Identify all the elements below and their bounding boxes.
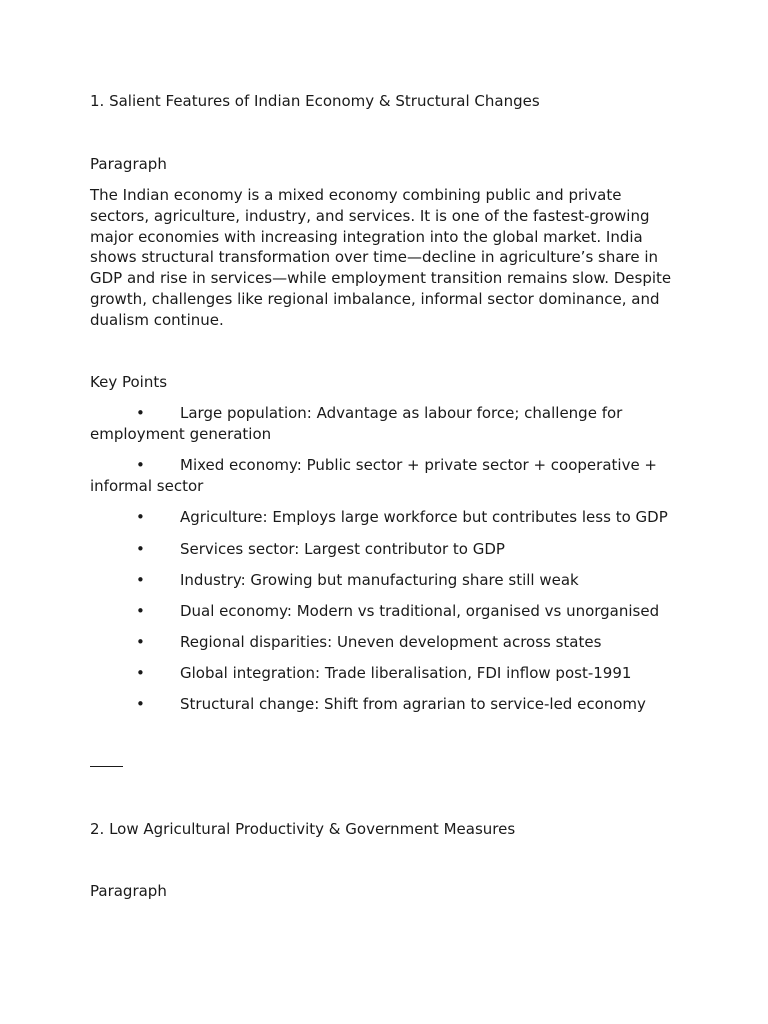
key-point-text: Regional disparities: Uneven development across states [180, 633, 602, 651]
key-point-item [90, 663, 680, 684]
key-point-item [90, 507, 680, 528]
bullet-marker: • [136, 508, 145, 526]
bullet-marker: • [136, 695, 145, 713]
bullet-marker: • [136, 456, 145, 474]
section-1-heading: 1. Salient Features of Indian Economy & Structural Changes [90, 92, 540, 110]
key-point-item [90, 570, 680, 591]
key-point-item [90, 694, 680, 715]
key-point-text: Mixed economy: Public sector + private sector + cooperative + informal sector [90, 456, 658, 495]
key-point-text: Global integration: Trade liberalisation, FDI inflow post-1991 [180, 664, 632, 682]
section-1-paragraph-label: Paragraph [90, 155, 167, 173]
bullet-marker: • [136, 571, 145, 589]
section-2-heading: 2. Low Agricultural Productivity & Government Measures [90, 820, 516, 838]
bullet-marker: • [136, 664, 145, 682]
section-1-paragraph: The Indian economy is a mixed economy combining public and private sectors, agriculture, industry, and services. It is one of the fastest-growing major economies with increasing integration into the global market. India shows structural transformation over time—decline in agriculture’s share in GDP and rise in services—while employment transition remains slow. Despite growth, challenges like regional imbalance, informal sector dominance, and dualism continue. [90, 186, 672, 329]
key-point-item [90, 632, 680, 653]
key-points-label: Key Points [90, 373, 168, 391]
key-point-text: Dual economy: Modern vs traditional, organised vs unorganised [180, 602, 660, 620]
bullet-marker: • [136, 540, 145, 558]
key-point-item [90, 539, 680, 560]
key-point-item [90, 455, 680, 497]
key-point-text: Services sector: Largest contributor to GDP [180, 540, 505, 558]
section-2-paragraph-label: Paragraph [90, 882, 167, 900]
bullet-marker: • [136, 602, 145, 620]
key-point-text: Industry: Growing but manufacturing share still weak [180, 571, 579, 589]
key-point-item [90, 403, 680, 445]
section-divider [90, 766, 123, 767]
key-point-item [90, 601, 680, 622]
key-point-text: Agriculture: Employs large workforce but contributes less to GDP [180, 508, 668, 526]
bullet-marker: • [136, 404, 145, 422]
key-point-text: Large population: Advantage as labour force; challenge for employment generation [90, 404, 623, 443]
key-point-text: Structural change: Shift from agrarian to service-led economy [180, 695, 646, 713]
bullet-marker: • [136, 633, 145, 651]
